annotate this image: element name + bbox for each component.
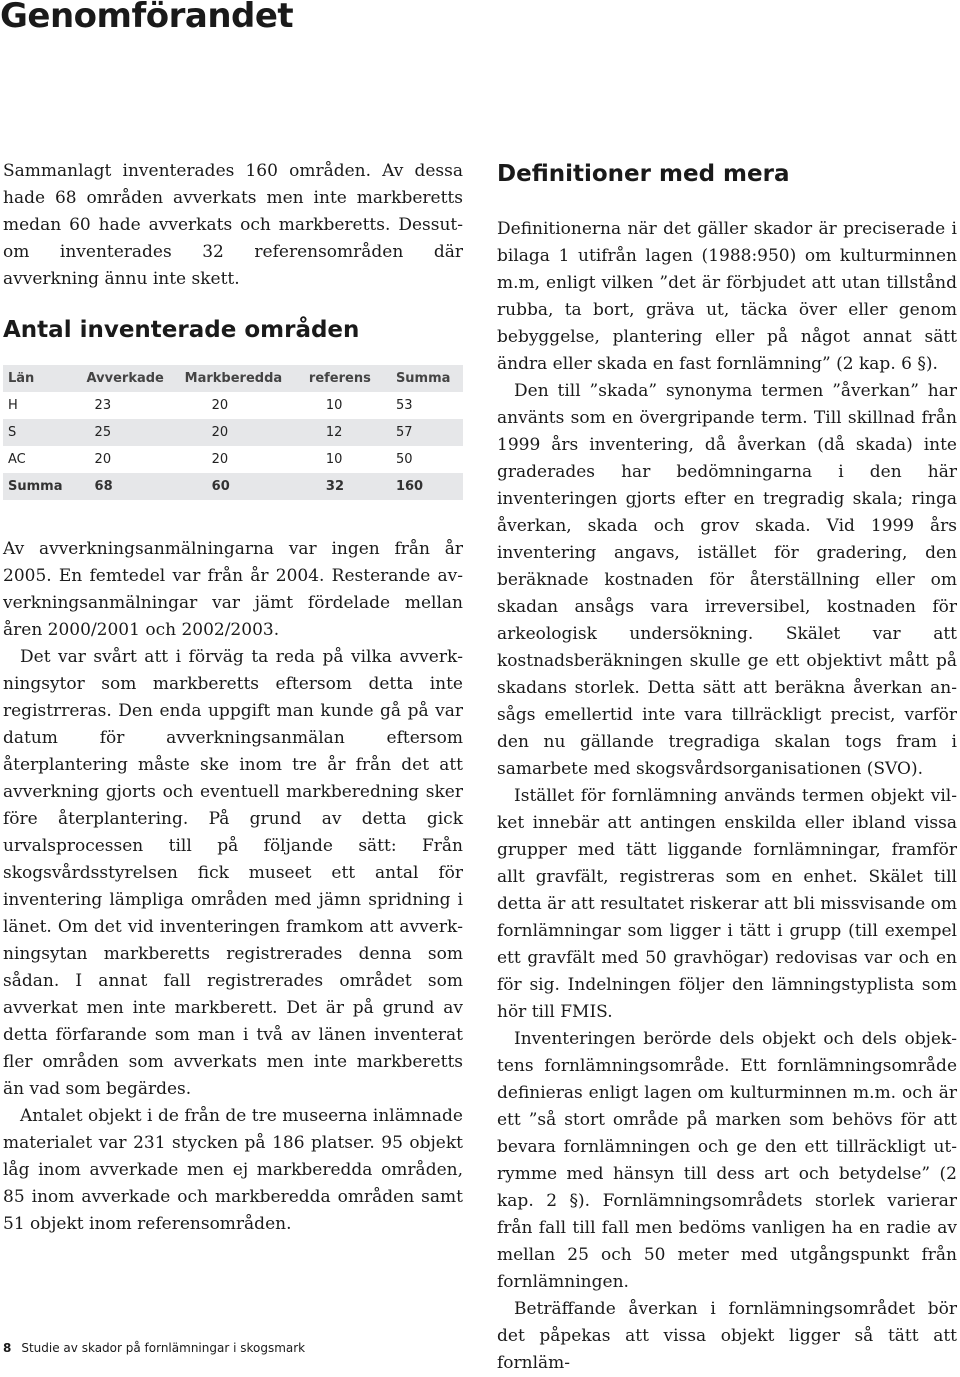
col-header-summa: Summa xyxy=(395,371,451,386)
table-cell: 160 xyxy=(395,479,424,494)
table-cell: 50 xyxy=(395,452,413,467)
footer-title: Studie av skador på fornlämningar i skogsmark xyxy=(21,1341,306,1355)
table-cell: H xyxy=(8,398,18,413)
left-column-body xyxy=(3,536,463,1238)
table-cell: Summa xyxy=(8,479,63,494)
table-cell: 10 xyxy=(325,398,343,413)
table-cell: S xyxy=(8,425,17,440)
body-paragraph: Istället för fornlämning används termen objekt vilket innebär att antingen enskilda eller ibland vissa grupper med tätt liggande fornlämningar, framför allt gravfält, registreras som en enhet. Skälet till detta är att resultatet riskerar att bli missvisande om fornlämningar som ligger i tätt i grupp (till exempel ett gravfält med 50 gravhögar) redovisas var och en för sig. Indelningen följer den lämningstyplista som hör till FMIS. xyxy=(497,786,957,1022)
col-header-markberedda: Markberedda xyxy=(184,371,283,386)
table-total-row xyxy=(3,473,463,500)
page-title: Genomförandet xyxy=(0,0,294,36)
table-cell: 20 xyxy=(211,398,229,413)
table-cell: 20 xyxy=(94,452,112,467)
table-cell: 12 xyxy=(325,425,343,440)
body-paragraph: Inventeringen berörde dels objekt och dels objektens fornlämningsområde. Ett fornlämningsområde definieras enligt lagen om kulturminnen m.m. och är ett ”så stort område på marken som behövs för att bevara fornlämningen och ge den ett tillräckligt utrymme med hänsyn till dess art och betydelse” (2 kap. 2 §). Fornlämningsområdets storlek varierar från fall till fall men bedöms vanligen ha en radie av mellan 25 och 50 meter med utgångspunkt från fornlämningen. xyxy=(497,1029,957,1292)
table-cell: 10 xyxy=(325,452,343,467)
body-paragraph: Antalet objekt i de från de tre museerna inlämnade materialet var 231 stycken på 186 platser. 95 objekt låg inom avverkade men ej markberedda områden, 85 inom avverkade och markberedda områden samt 51 objekt inom referensområden. xyxy=(3,1106,463,1234)
right-column xyxy=(497,216,957,1377)
table-cell: 25 xyxy=(94,425,112,440)
table-cell: 20 xyxy=(211,425,229,440)
table-heading: Antal inventerade områden xyxy=(3,317,360,343)
body-paragraph: Definitionerna när det gäller skador är preciserade i bilaga 1 utifrån lagen (1988:950) om kulturminnen m.m, enligt vilken ”det är förbjudet att utan tillstånd rubba, ta bort, gräva ut, täcka över eller genom bebyggelse, plantering eller på något annat sätt ändra eller skada en fast fornlämning” (2 kap. 6 §). xyxy=(497,219,957,374)
table-row xyxy=(3,446,463,473)
page-number: 8 xyxy=(3,1341,12,1355)
left-column-intro xyxy=(3,158,463,293)
table-row xyxy=(3,392,463,419)
table-cell: 20 xyxy=(211,452,229,467)
section-heading-definitioner: Definitioner med mera xyxy=(497,161,790,187)
inventory-table xyxy=(3,365,463,500)
col-header-avverkade: Avverkade xyxy=(86,371,164,386)
page-footer xyxy=(3,1341,305,1355)
table-cell: AC xyxy=(8,452,26,467)
table-header-row xyxy=(3,365,463,392)
table-cell: 68 xyxy=(94,479,113,494)
col-header-referens: referens xyxy=(308,371,371,386)
table-cell: 53 xyxy=(395,398,413,413)
table-cell: 32 xyxy=(325,479,344,494)
body-paragraph: Det var svårt att i förväg ta reda på vilka avverkningsytor som markberetts eftersom detta inte registrreras. Den enda uppgift man kunde gå på var datum för avverkningsanmälan eftersom återplantering måste ske inom tre år från det att avverkning gjorts och eventuell markberedning sker före återplantering. På grund av detta gick urvalsprocessen till på följande sätt: Från skogsvårdsstyrelsen fick museet ett antal för inventering lämpliga områden med jämn spridning i länet. Om det vid inventeringen framkom att avverkningsytan markberetts registrerades denna som sådan. I annat fall registrerades området som avverkat men inte markberett. Det är på grund av detta förfarande som man i två av länen inventerat fler områden som avverkats men inte markberetts än vad som begärdes. xyxy=(3,647,463,1099)
table-cell: 57 xyxy=(395,425,413,440)
table-cell: 23 xyxy=(94,398,112,413)
intro-paragraph: Sammanlagt inventerades 160 områden. Av dessa hade 68 områden avverkats men inte markberetts medan 60 hade avverkats och markberetts. Dessutom inventerades 32 referensområden där avverkning ännu inte skett. xyxy=(3,161,463,289)
body-paragraph: Av avverkningsanmälningarna var ingen från år 2005. En femtedel var från år 2004. Resterande avverkningsanmälningar var jämt fördelade mellan åren 2000/2001 och 2002/2003. xyxy=(3,539,463,640)
table-row xyxy=(3,419,463,446)
body-paragraph: Den till ”skada” synonyma termen ”åverkan” har använts som en övergripande term. Till skillnad från 1999 års inventering, då åverkan (då skada) inte graderades har bedömningarna i den här inventeringen gjorts efter en tregradig skala; ringa åverkan, skada och grov skada. Vid 1999 års inventering angavs, istället för gradering, den beräknade kostnaden för återställning eller om skadan ansågs vara irreversibel, kostnaden för arkeologisk undersökning. Skälet var att kostnadsberäkningen skulle ge ett objektivt mått på skadans storlek. Detta sätt att beräkna åverkan ansågs emellertid inte vara tillräckligt precist, varför den nu gällande tregradiga skalan togs fram i samarbete med skogsvårdsorganisationen (SVO). xyxy=(497,381,957,779)
col-header-lan: Län xyxy=(8,371,35,386)
table-cell: 60 xyxy=(211,479,230,494)
body-paragraph: Beträffande åverkan i fornlämningsområdet bör det påpekas att vissa objekt ligger så tätt att fornläm- xyxy=(497,1299,957,1373)
